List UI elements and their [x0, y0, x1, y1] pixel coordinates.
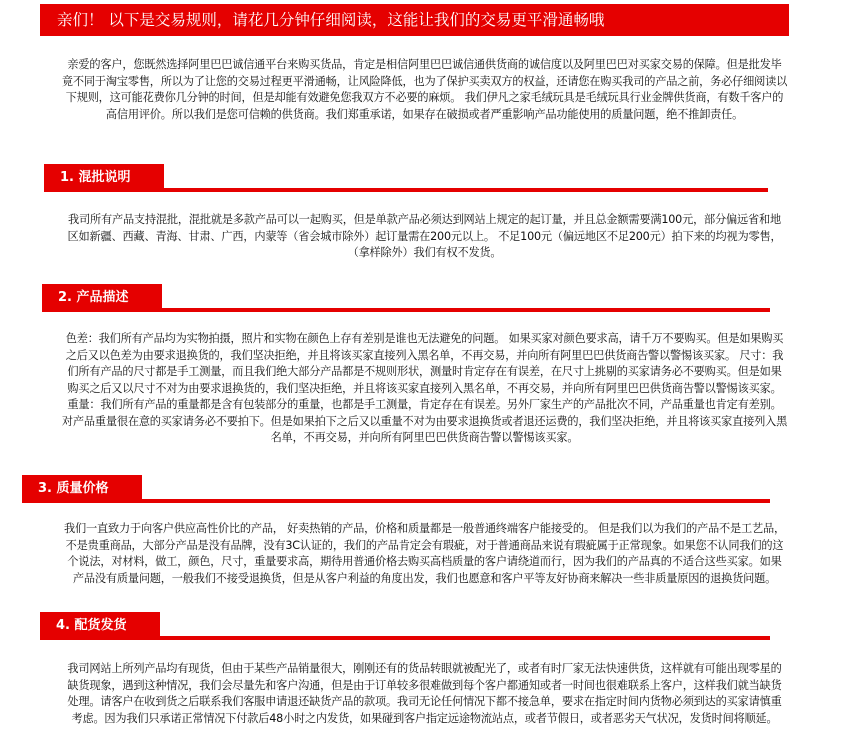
section-header-2	[42, 284, 770, 314]
section-line: 之后又以色差为由要求退换货的，我们坚决拒绝，并且将该买家直接列入黑名单，不再交易，并向所有阿里巴巴供货商告警以警惕该买家。 尺寸：我	[65, 348, 784, 362]
rules-banner: 亲们！ 以下是交易规则，请花几分钟仔细阅读，这能让我们的交易更平滑通畅哦	[40, 4, 789, 36]
section-line: 缺货现象，遇到这种情况，我们会尽量先和客户沟通，但是由于订单较多很难做到每个客户都通知或者一时间也很难联系上客户，这样我们就当缺货	[67, 678, 782, 692]
section-title: 2. 产品描述	[42, 284, 162, 312]
section-line: 重量：我们所有产品的重量都是含有包装部分的重量，也都是手工测量，肯定存在有误差。另外厂家生产的产品批次不同，产品重量也肯定有差别。	[67, 398, 782, 411]
section-body-1	[6, 212, 843, 262]
section-line: 名单，不再交易，并向所有阿里巴巴供货商告警以警惕该买家。	[270, 431, 579, 444]
section-line: 对产品重量很在意的买家请务必不要拍下。但是如果拍下之后又以重量不对为由要求退换货或者退还运费的，我们坚决拒绝，并且将该买家直接列入黑	[61, 414, 788, 428]
section-line: 产品没有质量问题，一般我们不接受退换货，但是从客户利益的角度出发，我们也愿意和客户平等友好协商来解决一些非质量原因的退换货问题。	[72, 571, 777, 585]
intro-paragraph	[6, 57, 843, 123]
section-line: （拿样除外）我们有权不发货。	[347, 246, 502, 259]
section-line: 我们一直致力于向客户供应高性价比的产品， 好卖热销的产品，价格和质量都是一般普通终端客户能接受的。 但是我们以为我们的产品不是工艺品，	[64, 522, 785, 535]
section-line: 不是贵重商品，大部分产品是没有品牌，没有3C认证的，我们的产品肯定会有瑕疵，对于普通商品来说有瑕疵属于正常现象。如果您不认同我们的这	[65, 538, 784, 552]
section-header-1	[44, 164, 768, 194]
section-line: 购买之后又以尺寸不对为由要求退换货的，我们坚决拒绝，并且将该买家直接列入黑名单，不再交易，并向所有阿里巴巴供货商告警以警惕该买家。	[67, 381, 782, 395]
section-line: 考虑。因为我们只承诺正常情况下付款后48小时之内发货，如果碰到客户指定远途物流站点，或者节假日，或者恶劣天气状况，发货时间将顺延。	[71, 711, 778, 725]
intro-line: 下规则，这可能花费你几分钟的时间，但是却能有效避免您我双方不必要的麻烦。 我们伊凡之家毛绒玩具是毛绒玩具行业金牌供货商，有数千客户的	[65, 91, 784, 104]
section-body-3	[6, 521, 843, 587]
section-title: 3. 质量价格	[22, 475, 142, 503]
intro-line: 竟不同于淘宝零售，所以为了让您的交易过程更平滑通畅，让风险降低，也为了保护买卖双方的权益，还请您在购买我司的产品之前，务必仔细阅读以	[61, 74, 788, 88]
section-body-2	[6, 331, 843, 447]
section-line: 我司所有产品支持混批，混批就是多款产品可以一起购买，但是单款产品必须达到网站上规定的起订量，并且总金额需要满100元，部分偏远省和地	[68, 213, 781, 226]
intro-line: 高信用评价。所以我们是您可信赖的供货商。我们郑重承诺，如果存在破损或者严重影响产品功能使用的质量问题，绝不推卸责任。	[105, 107, 744, 121]
section-line: 区如新疆、西藏、青海、甘肃、广西，内蒙等（省会城市除外）起订量需在200元以上。 不足100元（偏远地区不足200元）拍下来的均视为零售，	[67, 229, 782, 243]
section-line: 个说法，对材料，做工，颜色，尺寸，重量要求高，期待用普通价格去购买高档质量的客户请绕道而行，因为我们的产品真的不适合这些买家。如果	[67, 555, 782, 568]
section-line: 们所有产品的尺寸都是手工测量，而且我们绝大部分产品都是不规则形状，测量时肯定存在有误差，在尺寸上挑剔的买家请务必不要购买。但是如果	[67, 365, 782, 378]
section-header-3	[22, 475, 770, 505]
section-title: 1. 混批说明	[44, 164, 164, 192]
section-line: 我司网站上所列产品均有现货，但由于某些产品销量很大，刚刚还有的货品转眼就被配光了，或者有时厂家无法快速供货，这样就有可能出现零星的	[67, 662, 782, 675]
section-body-4	[6, 661, 843, 727]
section-line: 处理。请客户在收到货之后联系我们客服申请退还缺货产品的款项。我司无论任何情况下都不接急单，要求在指定时间内货物必须到达的买家请慎重	[67, 695, 782, 708]
section-title: 4. 配货发货	[40, 612, 160, 640]
section-header-4	[40, 612, 770, 642]
section-line: 色差：我们所有产品均为实物拍摄，照片和实物在颜色上存有差别是谁也无法避免的问题。 如果买家对颜色要求高，请千万不要购买。但是如果购买	[65, 332, 784, 345]
intro-line: 亲爱的客户，您既然选择阿里巴巴诚信通平台来购买货品，肯定是相信阿里巴巴诚信通供货商的诚信度以及阿里巴巴对买家交易的保障。但是批发毕	[67, 58, 782, 71]
